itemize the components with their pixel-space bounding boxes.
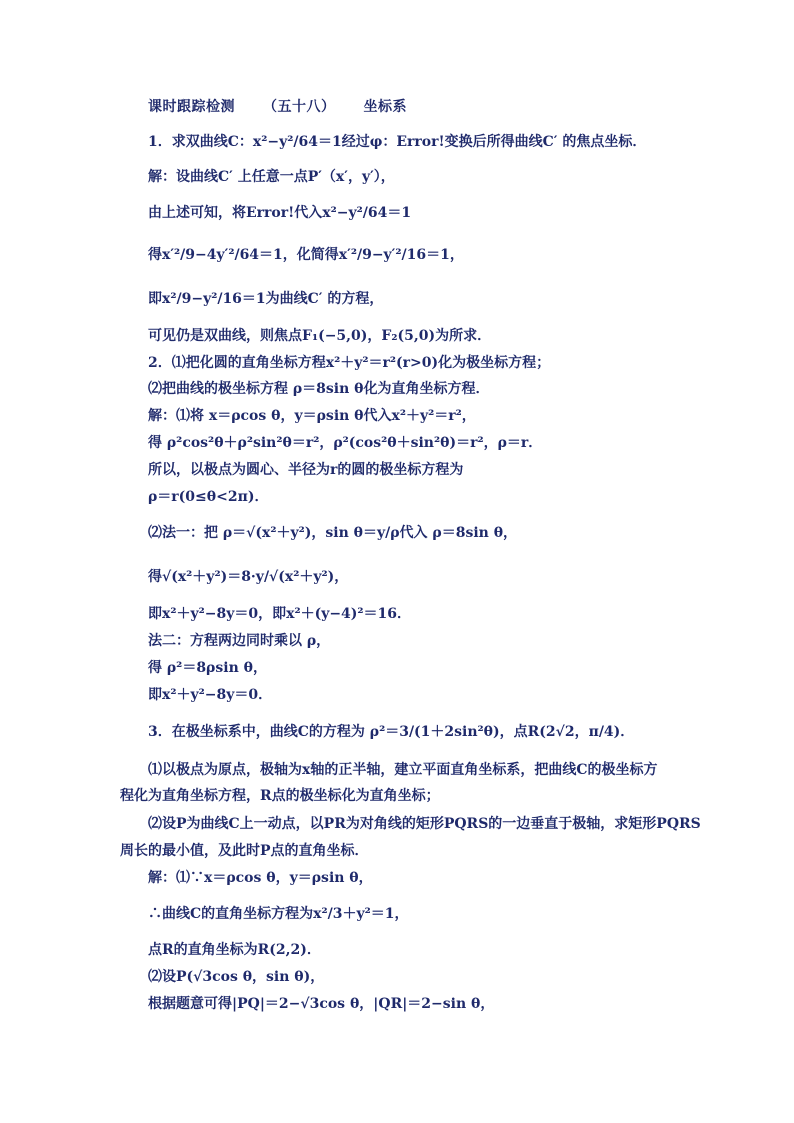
text-line: 可见仍是双曲线，则焦点F₁(−5,0)，F₂(5,0)为所求． <box>148 328 492 344</box>
text-line: ⑵法一：把 ρ＝√(x²＋y²)，sin θ＝y/ρ代入 ρ＝8sin θ， <box>148 525 518 541</box>
text-line: 解：⑴将 x＝ρcos θ，y＝ρsin θ代入x²＋y²＝r²， <box>148 408 476 424</box>
text-line: 得√(x²＋y²)＝8·y/√(x²＋y²)， <box>148 569 349 585</box>
text-line: ⑵把曲线的极坐标方程 ρ＝8sin θ化为直角坐标方程． <box>148 381 490 397</box>
text-line: 即x²＋y²−8y＝0，即x²＋(y−4)²＝16． <box>148 606 412 622</box>
text-line: 得 ρ²cos²θ＋ρ²sin²θ＝r²，ρ²(cos²θ＋sin²θ)＝r²，ρ＝r． <box>148 435 543 451</box>
text-line: ⑵设P为曲线C上一动点，以PR为对角线的矩形PQRS的一边垂直于极轴，求矩形PQRS <box>148 816 701 832</box>
text-line: 2．⑴把化圆的直角坐标方程x²＋y²＝r²(r>0)化为极坐标方程； <box>148 355 551 371</box>
text-line: 得x′²/9−4y′²/64＝1，化简得x′²/9−y′²/16＝1， <box>148 247 464 263</box>
text-line: 即x²＋y²−8y＝0． <box>148 687 273 703</box>
page-heading <box>148 98 435 116</box>
heading-part: 课时跟踪检测 <box>148 99 235 115</box>
text-line: 解：设曲线C′ 上任意一点P′（x′，y′）， <box>148 169 395 185</box>
heading-part: 坐标系 <box>363 99 407 115</box>
text-line: ∴曲线C的直角坐标方程为x²/3＋y²＝1， <box>148 906 409 922</box>
text-line: 程化为直角坐标方程，R点的极坐标化为直角坐标； <box>120 788 440 804</box>
text-line: ⑴以极点为原点，极轴为x轴的正半轴，建立平面直角坐标系，把曲线C的极坐标方 <box>148 762 658 778</box>
text-line: 由上述可知，将Error!代入x²−y²/64＝1 <box>148 205 412 221</box>
text-line: 法二：方程两边同时乘以 ρ， <box>148 633 331 649</box>
text-line: 即x²/9−y²/16＝1为曲线C′ 的方程， <box>148 291 384 307</box>
text-line: 1．求双曲线C：x²−y²/64＝1经过φ：Error!变换后所得曲线C′ 的焦点坐标． <box>148 134 647 150</box>
text-line: 所以，以极点为圆心、半径为r的圆的极坐标方程为 <box>148 462 464 478</box>
text-line: ⑵设P(√3cos θ，sin θ)， <box>148 969 325 985</box>
text-line: 点R的直角坐标为R(2,2)． <box>148 942 321 958</box>
text-line: 解：⑴∵x＝ρcos θ，y＝ρsin θ， <box>148 870 373 886</box>
text-line: 根据题意可得|PQ|＝2−√3cos θ，|QR|＝2−sin θ， <box>148 996 495 1012</box>
heading-part: （五十八） <box>263 99 336 115</box>
text-line: 周长的最小值，及此时P点的直角坐标． <box>120 843 369 859</box>
text-line: 3．在极坐标系中，曲线C的方程为 ρ²＝3/(1＋2sin²θ)，点R(2√2，π/4)． <box>148 724 635 740</box>
text-line: ρ＝r(0≤θ<2π)． <box>148 489 269 505</box>
text-line: 得 ρ²＝8ρsin θ， <box>148 660 267 676</box>
